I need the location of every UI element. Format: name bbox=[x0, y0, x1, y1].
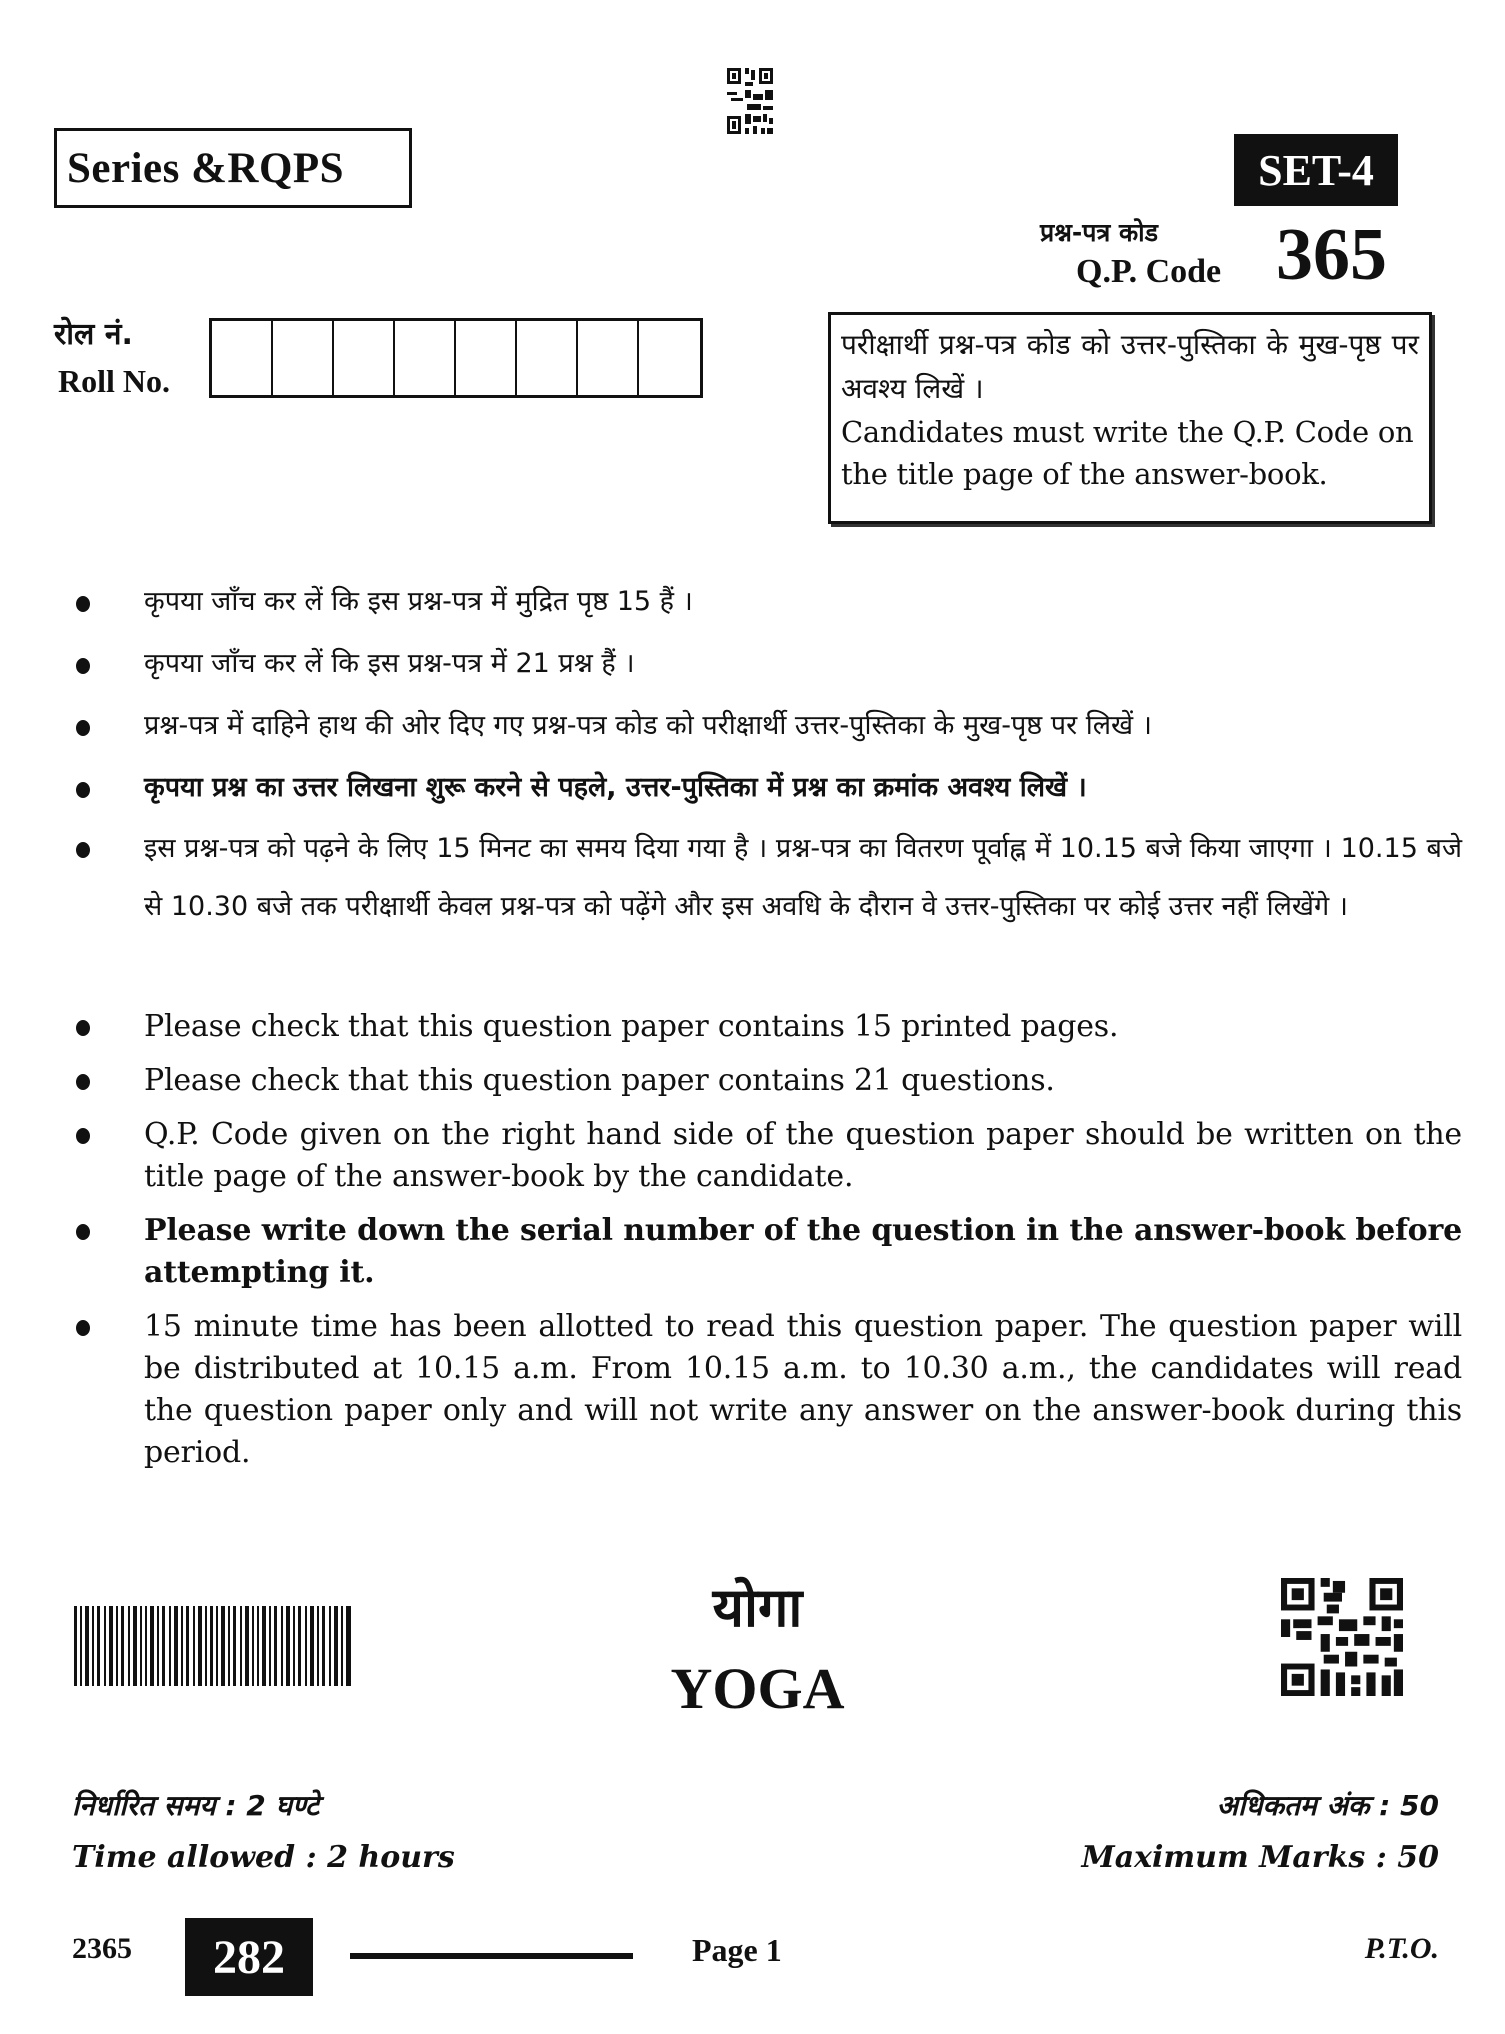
candidate-note-hindi: परीक्षार्थी प्रश्न-पत्र कोड को उत्तर-पुस्तिका के मुख-पृष्ठ पर अवश्य लिखें । bbox=[841, 328, 1419, 405]
instruction-item: प्रश्न-पत्र में दाहिने हाथ की ओर दिए गए प्रश्न-पत्र कोड को परीक्षार्थी उत्तर-पुस्तिका के मुख-पृष्ठ पर लिखें । bbox=[66, 698, 1462, 754]
instruction-item: Please check that this question paper contains 15 printed pages. bbox=[66, 1006, 1462, 1048]
roll-no-digit-box[interactable] bbox=[334, 321, 395, 395]
roll-no-boxes[interactable] bbox=[209, 318, 703, 398]
roll-no-digit-box[interactable] bbox=[212, 321, 273, 395]
qp-code-label-hindi: प्रश्न-पत्र कोड bbox=[1040, 218, 1159, 247]
time-allowed-hindi: निर्धारित समय : 2 घण्टे bbox=[72, 1789, 320, 1822]
bullet-icon bbox=[76, 1074, 90, 1090]
roll-no-digit-box[interactable] bbox=[273, 321, 334, 395]
bullet-icon bbox=[76, 1020, 90, 1036]
footer-paper-code: 2365 bbox=[72, 1932, 132, 1965]
maximum-marks-hindi: अधिकतम अंक : 50 bbox=[1216, 1789, 1439, 1822]
instruction-item: Q.P. Code given on the right hand side of the question paper should be written on the title page of the answer-book by the candidate. bbox=[66, 1114, 1462, 1198]
roll-no-digit-box[interactable] bbox=[395, 321, 456, 395]
instruction-item: कृपया जाँच कर लें कि इस प्रश्न-पत्र में 21 प्रश्न हैं । bbox=[66, 636, 1462, 692]
subject-title-hindi: योगा bbox=[712, 1576, 803, 1639]
page-number: Page 1 bbox=[692, 1932, 782, 1968]
candidate-note-box bbox=[828, 312, 1432, 524]
footer-divider bbox=[350, 1953, 633, 1959]
roll-no-label: Roll No. bbox=[58, 363, 170, 399]
footer-number-badge: 282 bbox=[185, 1918, 313, 1996]
roll-no-digit-box[interactable] bbox=[578, 321, 639, 395]
roll-no-digit-box[interactable] bbox=[456, 321, 517, 395]
maximum-marks: Maximum Marks : 50 bbox=[1081, 1840, 1439, 1875]
top-qr-code-icon bbox=[727, 68, 773, 136]
roll-no-digit-box[interactable] bbox=[517, 321, 578, 395]
instructions-hindi bbox=[66, 574, 1462, 936]
bottom-qr-code-icon bbox=[1281, 1578, 1403, 1696]
instruction-item: कृपया जाँच कर लें कि इस प्रश्न-पत्र में मुद्रित पृष्ठ 15 हैं । bbox=[66, 574, 1462, 630]
bullet-icon bbox=[76, 782, 90, 798]
instruction-item-bold: कृपया प्रश्न का उत्तर लिखना शुरू करने से पहले, उत्तर-पुस्तिका में प्रश्न का क्रमांक अवश्य लिखें । bbox=[66, 760, 1462, 816]
instruction-item-bold: Please write down the serial number of the question in the answer-book before attempting it. bbox=[66, 1210, 1462, 1294]
pto-label: P.T.O. bbox=[1364, 1932, 1439, 1965]
instruction-item: 15 minute time has been allotted to read this question paper. The question paper will be distributed at 10.15 a.m. From 10.15 a.m. to 10.30 a.m., the candidates will read the question paper only and will not write any answer on the answer-book during this period. bbox=[66, 1306, 1462, 1474]
bullet-icon bbox=[76, 1128, 90, 1144]
bullet-icon bbox=[76, 596, 90, 612]
subject-title: YOGA bbox=[670, 1656, 845, 1721]
bullet-icon bbox=[76, 720, 90, 736]
qp-code-label: Q.P. Code bbox=[1076, 253, 1222, 290]
instruction-item: इस प्रश्न-पत्र को पढ़ने के लिए 15 मिनट का समय दिया गया है । प्रश्न-पत्र का वितरण पूर्वाह्न में 10.15 बजे किया जाएगा । 10.15 बजे से 10.30 बजे तक परीक्षार्थी केवल प्रश्न-पत्र को पढ़ेंगे और इस अवधि के दौरान वे उत्तर-पुस्तिका पर कोई उत्तर नहीं लिखेंगे । bbox=[66, 820, 1462, 936]
bullet-icon bbox=[76, 1224, 90, 1240]
bullet-icon bbox=[76, 658, 90, 674]
candidate-note-english: Candidates must write the Q.P. Code on the title page of the answer-book. bbox=[841, 415, 1414, 491]
instructions-english bbox=[66, 1006, 1462, 1474]
qp-code-number: 365 bbox=[1276, 214, 1387, 296]
series-label: Series &RQPS bbox=[54, 128, 412, 208]
roll-no-digit-box[interactable] bbox=[639, 321, 700, 395]
set-badge: SET-4 bbox=[1234, 134, 1398, 206]
roll-no-label-hindi: रोल नं. bbox=[54, 317, 133, 352]
instruction-item: Please check that this question paper contains 21 questions. bbox=[66, 1060, 1462, 1102]
bullet-icon bbox=[76, 842, 90, 858]
time-allowed: Time allowed : 2 hours bbox=[72, 1840, 455, 1875]
bullet-icon bbox=[76, 1320, 90, 1336]
